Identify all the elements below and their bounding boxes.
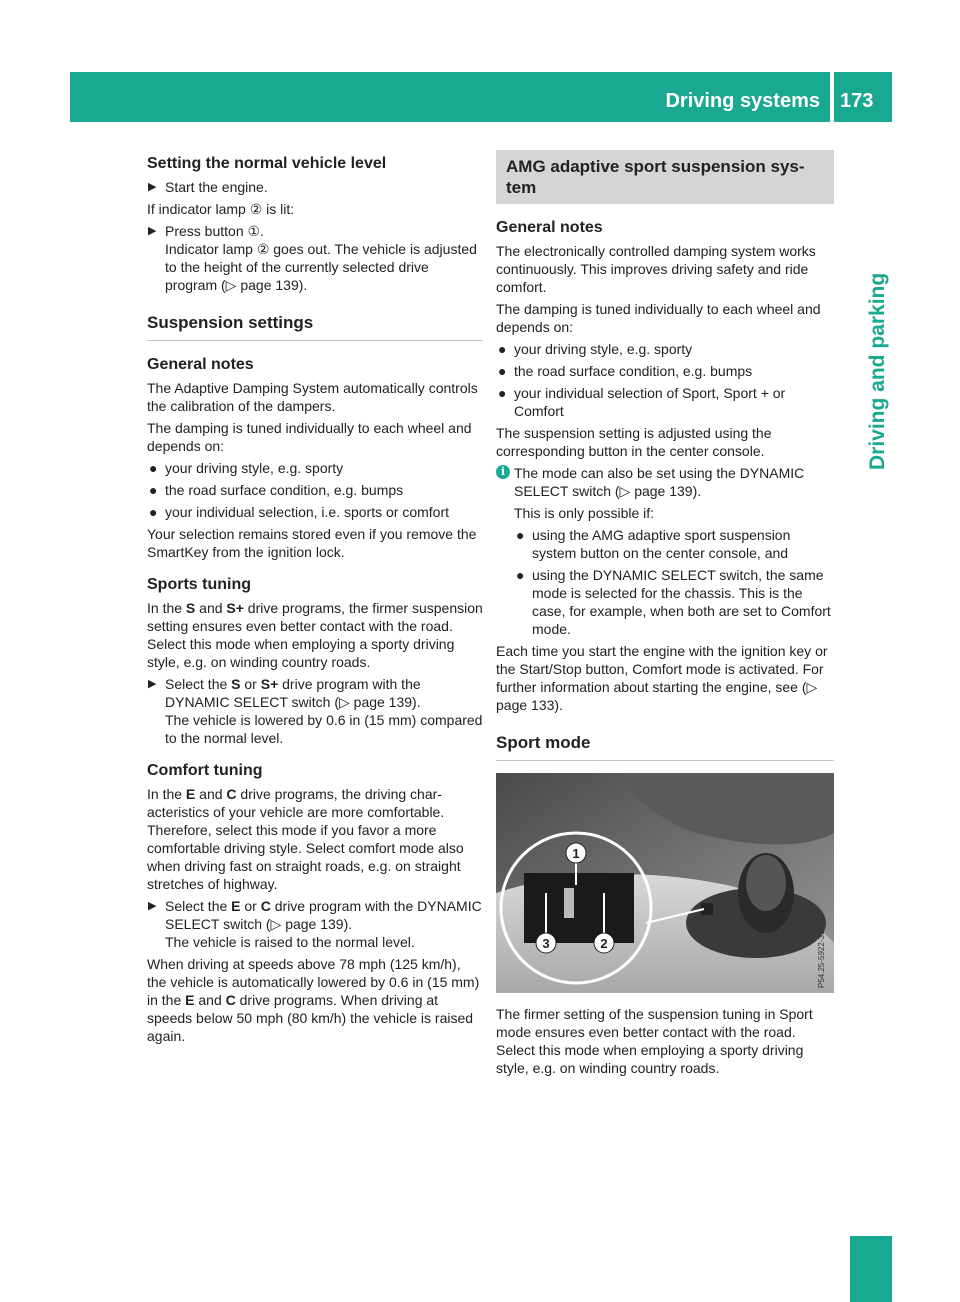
step-arrow-icon: ▶ (148, 900, 157, 912)
step-arrow-icon: ▶ (148, 225, 157, 237)
step-arrow-icon: ▶ (148, 678, 157, 690)
condition-text: If indicator lamp ② is lit: (147, 201, 295, 217)
heading-general-notes: General notes (147, 356, 254, 373)
side-tab-label: Driving and parking (866, 272, 889, 470)
heading-general-notes: General notes (496, 219, 603, 236)
left-column (147, 150, 483, 1049)
info-icon: i (496, 465, 510, 479)
paragraph: The electronically controlled damping system works continuously. This improves driving safety and ride comfort. (496, 243, 816, 295)
page-number: 173 (840, 90, 874, 112)
center-console-illustration (496, 773, 834, 993)
center-console-figure (496, 773, 834, 993)
step-press-button: ▶ Press button ①. Indicator lamp ② goes out. The vehicle is adjusted to the height of the currently selected drive program (▷ page 139). (148, 223, 477, 293)
paragraph: The damping is tuned individually to each wheel and depends on: (496, 301, 821, 335)
list-item: ● your driving style, e.g. sporty (149, 460, 344, 476)
list-item: ● the road surface condition, e.g. bumps (149, 482, 404, 498)
paragraph: The suspension setting is adjusted using the corresponding button in the center console. (496, 425, 772, 459)
heading-normal-level: Setting the normal vehicle level (147, 155, 387, 172)
list-item: ● your individual selection of Sport, Sport + or Comfort (498, 385, 786, 419)
paragraph: The damping is tuned individually to each wheel and depends on: (147, 420, 472, 454)
list-item: ● your individual selection, i.e. sports or comfort (149, 504, 450, 520)
step-arrow-icon: ▶ (148, 181, 157, 193)
list-item: ● using the AMG adaptive sport suspension system button on the center console, and (516, 527, 791, 561)
section-title: Driving systems (665, 90, 820, 112)
paragraph: In the S and S+ drive programs, the firmer suspension setting ensures even better contact with the road. Select this mode when employing a sporty driving style, e.g. on winding country roads. (147, 600, 483, 670)
side-block (850, 1236, 892, 1302)
paragraph: Each time you start the engine with the ignition key or the Start/Stop button, Comfort mode is activated. For further information about starting the engine, see (▷ page 133). (496, 643, 828, 713)
callout-1-label: 1 (572, 846, 580, 861)
paragraph: In the E and C drive programs, the driving characteristics of your vehicle are more comfortable. Therefore, select this mode if you favor a more comfortable driving style. Select comfort mode also when driving fast on straight roads, e.g. on straight stretches of highway. (147, 786, 464, 892)
heading-sports-tuning: Sports tuning (147, 576, 251, 593)
callout-3-label: 3 (542, 936, 550, 951)
step-select-comfort: ▶ Select the E or C drive program with the DYNAMIC SELECT switch (▷ page 139). The vehicle is raised to the normal level. (148, 898, 482, 950)
heading-sport-mode: Sport mode (496, 732, 834, 761)
list-item: ● using the DYNAMIC SELECT switch, the same mode is selected for the chassis. This is the case, for example, when both are set to Comfort mode. (516, 567, 831, 637)
info-note: i The mode can also be set using the DYNAMIC SELECT switch (▷ page 139). (496, 464, 834, 500)
callout-2-label: 2 (600, 936, 608, 951)
paragraph: This is only possible if: (514, 505, 655, 521)
paragraph: Your selection remains stored even if you remove the SmartKey from the ignition lock. (147, 526, 477, 560)
step-select-sport: ▶ Select the S or S+ drive program with the DYNAMIC SELECT switch (▷ page 139). The vehicle is lowered by 0.6 in (15 mm) compared to the normal level. (148, 676, 483, 746)
heading-suspension-settings: Suspension settings (147, 312, 483, 341)
right-column (496, 150, 834, 1081)
paragraph: When driving at speeds above 78 mph (125 km/h), the vehicle is automatically lowered by 0.6 in (15 mm) in the E and C drive programs. When driving at speeds below 50 mph (80 km/h) the vehicle is raised again. (147, 956, 480, 1044)
side-tab (862, 190, 894, 470)
list-item: ● your driving style, e.g. sporty (498, 341, 693, 357)
paragraph: The firmer setting of the suspension tuning in Sport mode ensures even better contact with the road. Select this mode when employing a sporty driving style, e.g. on winding country roads. (496, 1006, 813, 1076)
list-item: ● the road surface condition, e.g. bumps (498, 363, 753, 379)
heading-amg-suspension: AMG adaptive sport suspension system (496, 150, 834, 204)
header-divider (830, 72, 834, 122)
heading-comfort-tuning: Comfort tuning (147, 762, 263, 779)
figure-code: P54.25-5922-31 (817, 930, 826, 988)
paragraph: The Adaptive Damping System automatically controls the calibration of the dampers. (147, 380, 478, 414)
step-start-engine: ▶ Start the engine. (148, 179, 268, 195)
